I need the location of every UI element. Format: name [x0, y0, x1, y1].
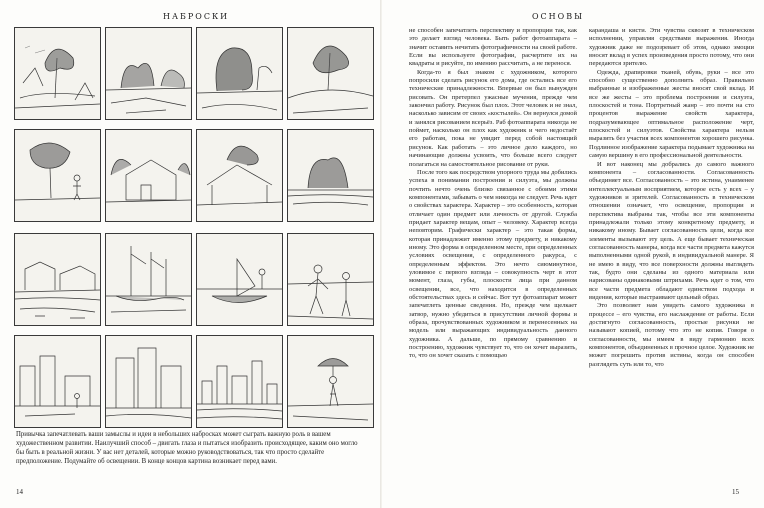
- sketch-9: [14, 233, 101, 326]
- sketch-15: [196, 335, 283, 428]
- sketch-3: [196, 27, 283, 120]
- paragraph: Одежда, драпировки тканей, обувь, руки – все это способно существенно дополнить образ. Правильно выбранные и изображенные жесты вносят свой вклад. И все же жесты – это проблема построения и силуэта, плоскостей и тона. Портретный жанр – это почти на сто процентов выражение свойств характера, подразумевающее оптимальное расположение черт, плоскостей и силуэтов. Свойства характера нельзя выразить без участия всех компонентов хорошего рисунка. Подлинное изображение характера подымает художника на самую вершину в его профессиональной деятельности.: [589, 68, 754, 160]
- paragraph: карандаша и кисти. Эти чувства сквозят в техническом исполнении, управляя средствами выражения. Иногда художник даже не подозревает об этом, однако эмоции вносят вклад в успех произведения просто потому, что они передаются зрителю.: [589, 27, 754, 68]
- sketch-12: [287, 233, 374, 326]
- sketch-14: [105, 335, 192, 428]
- sketch-1: [14, 27, 101, 120]
- text-column-2: [589, 27, 754, 485]
- page-header-left: НАБРОСКИ: [163, 12, 230, 21]
- paragraph: И вот наконец мы добрались до самого важного компонента – согласованности. Согласованность объединяет все. Согласованность – это истина, унаименее интеллектуальным восприятием, которое есть у всех – у художников и зрителей. Согласованность в техническом отношении означает, что освещение, пропорции и перспектива выбраны так, чтобы все эти компоненты принадлежали только этому конкретному предмету, и никакому иному. Бывает согласованность цели, когда все элементы вызывают эту цель. А еще бывает техническая согласованность манеры, когда все части предмета кажутся выполненными одной рукой, в индивидуальной манере. Я не имею в виду, что все поверхности должны выглядеть так, будто они сделаны из одного материала или нарисованы одинаковыми штрихами. Речь идет о том, что все части предмета обладают единством подхода и видения, которые выстраивают цельный образ.: [589, 160, 754, 301]
- paragraph: Это позволяет нам увидеть самого художника в процессе – его чувства, его наслаждение от работы. Если достигнуто согласованность, простые рисунки не называют копией, потому что это не копия. Говоря о согласованности, мы имеем в виду гармонию всех компонентов, объединенных в прочное целое. Художник не может погрешить против истины, когда он способен разглядеть суть или то, что: [589, 302, 754, 368]
- sketch-7: [196, 129, 283, 222]
- sketch-6: [105, 129, 192, 222]
- sketch-4: [287, 27, 374, 120]
- sketch-caption: Привычка запечатлевать ваши замыслы и идеи в небольших набросках может сыграть важную роль в вашем художественном развитии. Наилучший способ – двигать глаза и пытаться изобразить происходящее, каким оно могло бы быть в реальной жизни. У вас нет деталей, которые можно руководствоваться, так что просто сделайте предположение. Подумайте об освещении. В конце концов картина возникает перед вами.: [16, 431, 358, 465]
- page-header-right: ОСНОВЫ: [532, 12, 584, 21]
- left-page: [0, 0, 381, 508]
- paragraph: не способен запечатлеть перспективу и пропорции так, как это делает взгляд человека. Быть работ фотоаппарата – значит оставить нечитать фотографичности на своей работе. Если вы используете фотографии, расчертите их на квадраты и рисуйте, по имению рассчитать, а не перенося.: [409, 27, 577, 68]
- text-column-1: [409, 27, 577, 485]
- sketch-2: [105, 27, 192, 120]
- paragraph: После того как посредством упорного труда мы добились успеха в понимании построения и силуэта, мы должны почтить нечто очень близко связанное с обоими этими компонентами, забывать о чем никогда не следует. Речь идет о свойствах характера. Характер – это особенность, которая отличает один предмет или личность от другой. Служба придает характер вещам, опыт – человеку. Характер всегда неповторим. Графически характер – это такая форма, которая принадлежит именно этому предмету, и никакому иному. Это форма в определенном месте, при определенных условиях освещения, с определенного ракурса, с определенным эффектом. Это нечто сиюминутное, уловимое с первого взгляда – совокупность черт в этот момент, глаза, губы, плоскости лица при данном освещении, все, что находится в определенных обстоятельствах здесь и сейчас. Вот тут фотоаппарат может запечатлеть ценные сведения. Но, прежде чем щелкает затвор, нужно убедиться в присутствии личной формы и образа, прочувствованных художником и перенесенных на модель или выражающих индивидуальность данного художника. А дальше, по прямому сравнению и построению, художник чувствует то, что он хочет выразить, то, что он хочет сказать с помощью: [409, 168, 577, 360]
- sketch-5: [14, 129, 101, 222]
- sketch-grid: [14, 27, 372, 425]
- right-page: [381, 0, 764, 508]
- paragraph: Когда-то я был знаком с художником, которого попросили сделать рисунок его дома, где остались все его технические принадлежности. Впервые он был вынужден рисовать. Он претерпел ужасные мучения, прежде чем закончил работу. Рисунок был плох. Этот человек и не знал, насколько зависим от своих «костылей». Он вернулся домой и занялся рисованием всерьёз. Раб фотоаппарата никогда не поймет, насколько он плох как художник и чего недостаёт его работам, пока не увидит перед собой настоящий рисунок. Как работать – это личное дело каждого, но начинающие должны усвоить, что больше всего следует полагаться на самостоятельное рисование от руки.: [409, 68, 577, 168]
- sketch-11: [196, 233, 283, 326]
- sketch-8: [287, 129, 374, 222]
- sketch-16: [287, 335, 374, 428]
- page-number-right: 15: [732, 488, 739, 496]
- sketch-10: [105, 233, 192, 326]
- sketch-13: [14, 335, 101, 428]
- page-number-left: 14: [16, 488, 23, 496]
